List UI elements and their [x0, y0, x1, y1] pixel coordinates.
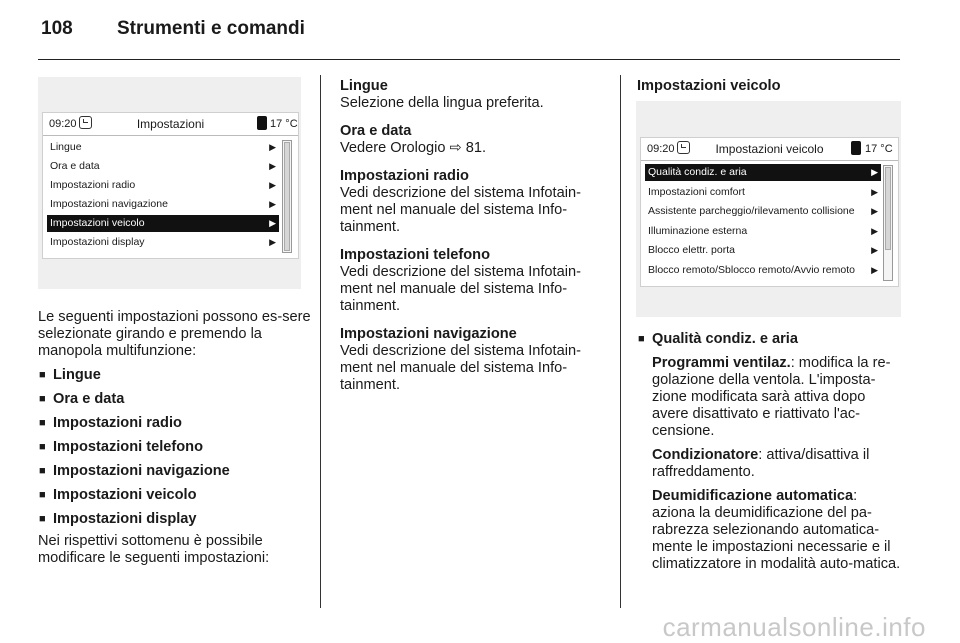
column-1: [38, 309, 313, 567]
settings-list: [38, 367, 313, 528]
menu-item[interactable]: [645, 164, 881, 181]
scrollbar[interactable]: [883, 165, 893, 281]
list-item: ■ Impostazioni telefono: [38, 439, 313, 456]
column-divider-2: [620, 75, 621, 608]
section-title: Ora e data: [340, 123, 412, 139]
menu-item[interactable]: [645, 184, 881, 201]
intro-text: Le seguenti impostazioni possono es-sere selezionate girando e premendo la manopola multifunzione:: [38, 309, 311, 359]
menu-item-label: Impostazioni veicolo: [50, 217, 145, 229]
list-item: ■ Impostazioni radio: [38, 415, 313, 432]
header-rule: [38, 59, 900, 60]
menu-item[interactable]: [47, 234, 279, 251]
section-title: Lingue: [340, 78, 388, 94]
chevron-right-icon: ▶: [269, 142, 276, 152]
menu-item[interactable]: [645, 262, 881, 279]
menu-item-label: Impostazioni display: [50, 236, 145, 248]
outro-text: Nei rispettivi sottomenu è possibile modificare le seguenti impostazioni:: [38, 533, 270, 566]
scroll-thumb[interactable]: [284, 142, 290, 251]
chevron-right-icon: ▶: [269, 161, 276, 171]
thermometer-icon: [257, 116, 267, 130]
menu-item-label: Impostazioni comfort: [648, 185, 745, 198]
clock-time: 09:20: [49, 118, 77, 130]
menu-item-label: Qualità condiz. e aria: [648, 166, 747, 178]
menu-item[interactable]: [47, 139, 279, 156]
menu-item-label: Lingue: [50, 141, 82, 153]
menu-item[interactable]: [47, 158, 279, 175]
chevron-right-icon: ▶: [269, 199, 276, 209]
menu-item-label: Impostazioni navigazione: [50, 198, 168, 210]
column-2: [340, 78, 608, 394]
scroll-thumb[interactable]: [885, 167, 891, 250]
scrollbar[interactable]: [282, 140, 292, 253]
section-title: Impostazioni telefono: [340, 247, 490, 263]
vehicle-settings-screen-figure: [636, 101, 901, 317]
climate-items: [637, 355, 903, 573]
definition-separator: :: [853, 488, 858, 504]
definition-separator: :: [790, 355, 799, 371]
definition-text: attiva/disattiva il raffreddamento.: [652, 447, 870, 480]
menu-item-label: Impostazioni radio: [50, 179, 136, 191]
menu-item-label: Blocco remoto/Sblocco remoto/Avvio remoto: [648, 263, 855, 276]
menu-item[interactable]: [47, 215, 279, 232]
column-divider-1: [320, 75, 321, 608]
section-title: Impostazioni radio: [340, 168, 469, 184]
definition-separator: :: [758, 447, 767, 463]
list-item: ■ Lingue: [38, 367, 313, 384]
climate-bullet: ■ Qualità condiz. e aria: [637, 331, 903, 348]
list-item: ■ Impostazioni veicolo: [38, 487, 313, 504]
screen-topbar: [641, 138, 898, 161]
screen-title: Impostazioni veicolo: [715, 142, 824, 156]
menu-item[interactable]: [47, 177, 279, 194]
menu-item-label: Blocco elettr. porta: [648, 244, 735, 256]
definition-term: Programmi ventilaz.: [652, 355, 791, 371]
section-text: Vedi descrizione del sistema Infotain-ment nel manuale del sistema Info-tainment.: [340, 343, 581, 393]
definition-text: aziona la deumidificazione del pa-rabrezza selezionando automatica-mente le impostazioni necessarie e il climatizzatore in modalità auto-matica.: [652, 505, 901, 572]
chevron-right-icon: ▶: [269, 237, 276, 247]
settings-screen: [42, 112, 299, 259]
section-text: Vedi descrizione del sistema Infotain-ment nel manuale del sistema Info-tainment.: [340, 264, 581, 314]
screen-title: Impostazioni: [136, 117, 205, 131]
page-number: 108: [41, 18, 73, 39]
section-heading: Impostazioni veicolo: [637, 78, 781, 94]
list-item: ■ Ora e data: [38, 391, 313, 408]
menu-item[interactable]: [645, 242, 881, 259]
settings-screen-figure: [38, 77, 301, 289]
column-3: [637, 78, 903, 95]
menu-item[interactable]: [645, 223, 881, 240]
list-item: ■ Impostazioni navigazione: [38, 463, 313, 480]
page-title: Strumenti e comandi: [117, 18, 305, 39]
section-text: Selezione della lingua preferita.: [340, 95, 544, 111]
chevron-right-icon: ▶: [871, 245, 878, 255]
chevron-right-icon: ▶: [871, 186, 878, 197]
climate-list: [637, 331, 903, 348]
section-title: Impostazioni navigazione: [340, 326, 517, 342]
chevron-right-icon: ▶: [871, 206, 878, 216]
temperature: 17 °C: [865, 143, 893, 155]
chevron-right-icon: ▶: [871, 167, 878, 177]
column-3-body: [637, 331, 903, 573]
definition-term: Deumidificazione automatica: [652, 488, 854, 504]
menu-item[interactable]: [47, 196, 279, 213]
chevron-right-icon: ▶: [269, 180, 276, 190]
clock-time: 09:20: [647, 143, 675, 155]
definition: [637, 355, 903, 440]
chevron-right-icon: ▶: [871, 264, 878, 275]
screen-topbar: [43, 113, 298, 136]
definition: [637, 447, 903, 481]
menu-item-label: Ora e data: [50, 160, 100, 172]
menu-item-label: Illuminazione esterna: [648, 224, 748, 237]
chevron-right-icon: ▶: [269, 218, 276, 228]
list-item: ■ Impostazioni display: [38, 511, 313, 528]
definition-term: Condizionatore: [652, 447, 759, 463]
section-text: Vedere Orologio ⇨ 81.: [340, 140, 487, 156]
watermark: carmanualsonline.info: [662, 612, 926, 642]
menu-item-label: Assistente parcheggio/rilevamento collisione: [648, 205, 855, 217]
definition: [637, 488, 903, 573]
section-text: Vedi descrizione del sistema Infotain-ment nel manuale del sistema Info-tainment.: [340, 185, 581, 235]
vehicle-settings-screen: [640, 137, 899, 287]
thermometer-icon: [851, 141, 861, 155]
menu-item[interactable]: [645, 203, 881, 220]
definition-text: modifica la re-golazione della ventola. L'imposta-zione modificata sarà attiva dopo avere disattivato e riattivato l'ac-censione.: [652, 355, 891, 439]
chevron-right-icon: ▶: [871, 225, 878, 236]
temperature: 17 °C: [270, 118, 298, 130]
